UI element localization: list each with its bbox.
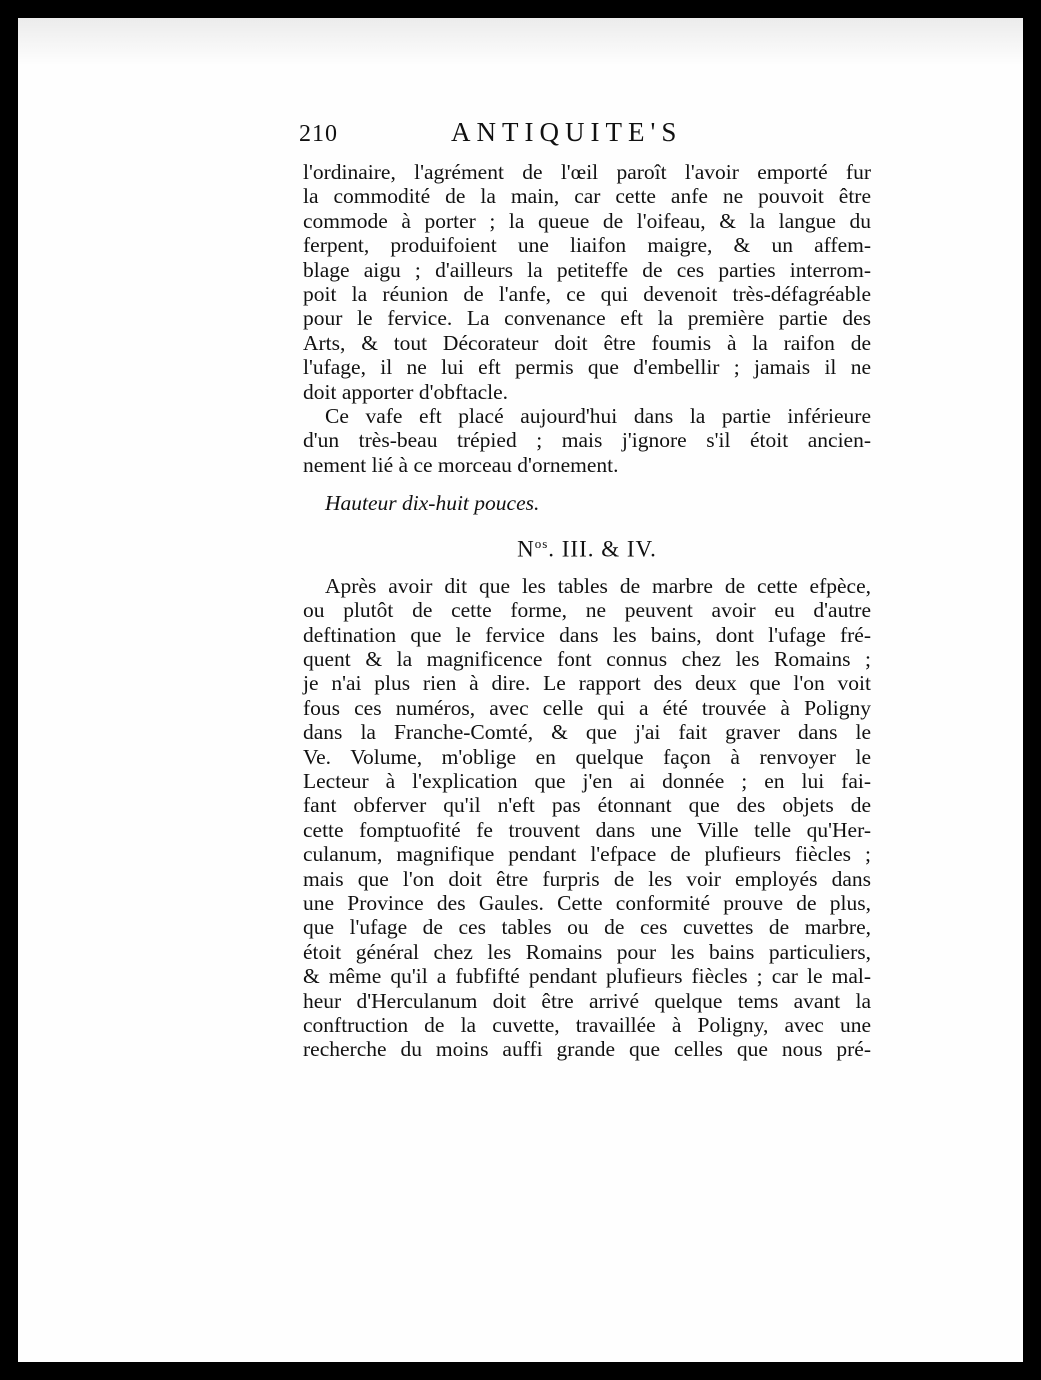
text-line: quent & la magnificence font connus chez les Romains ; bbox=[303, 646, 871, 671]
text-line: je n'ai plus rien à dire. Le rapport des deux que l'on voit bbox=[303, 671, 871, 696]
text-line: la commodité de la main, car cette anfe ne pouvoit être bbox=[303, 184, 871, 209]
paragraph-1 bbox=[303, 160, 871, 404]
text-line: & même qu'il a fubfifté pendant plufieurs fiècles ; car le mal- bbox=[303, 964, 871, 989]
text-line: d'un très-beau trépied ; mais j'ignore s'il étoit ancien- bbox=[303, 428, 871, 453]
heading-rest: . III. & IV. bbox=[548, 536, 657, 562]
text-line: culanum, magnifique pendant l'efpace de plufieurs fiècles ; bbox=[303, 842, 871, 867]
running-head bbox=[299, 117, 871, 160]
text-line: recherche du moins auffi grande que celles que nous pré- bbox=[303, 1037, 871, 1062]
dimensions-note: Hauteur dix-huit pouces. bbox=[325, 491, 540, 516]
book-page bbox=[18, 18, 1023, 1362]
text-line: dans la Franche-Comté, & que j'ai fait graver dans le bbox=[303, 720, 871, 745]
text-line: heur d'Herculanum doit être arrivé quelque tems avant la bbox=[303, 988, 871, 1013]
text-line: Lecteur à l'explication que j'en ai donnée ; en lui fai- bbox=[303, 769, 871, 793]
text-line: Ce vafe eft placé aujourd'hui dans la partie inférieure bbox=[325, 404, 871, 429]
text-line: conftruction de la cuvette, travaillée à Poligny, avec une bbox=[303, 1013, 871, 1038]
text-line: pour le fervice. La convenance eft la première partie des bbox=[303, 306, 871, 331]
text-line: ferpent, produifoient une liaifon maigre, & un affem- bbox=[303, 233, 871, 258]
text-line: que l'ufage de ces tables ou de ces cuvettes de marbre, bbox=[303, 915, 871, 940]
heading-superscript: os bbox=[534, 535, 549, 551]
text-line: Ve. Volume, m'oblige en quelque façon à renvoyer le bbox=[303, 744, 871, 769]
text-line: doit apporter d'obftacle. bbox=[303, 379, 509, 404]
text-line: fant obferver qu'il n'eft pas étonnant que des objets de bbox=[303, 793, 871, 818]
text-line: ou plutôt de cette forme, ne peuvent avoir eu d'autre bbox=[303, 598, 871, 623]
page-number: 210 bbox=[299, 121, 338, 147]
text-line: deftination que le fervice dans les bains, dont l'ufage fré- bbox=[303, 622, 871, 647]
text-line: une Province des Gaules. Cette conformité prouve de plus, bbox=[303, 891, 871, 916]
page-shadow bbox=[18, 18, 1023, 66]
text-line: poit la réunion de l'anfe, ce qui devenoit très-défagréable bbox=[303, 282, 871, 307]
running-title: ANTIQUITE'S bbox=[451, 117, 683, 147]
section-heading bbox=[303, 532, 871, 562]
paragraph-3 bbox=[303, 574, 871, 1062]
text-block bbox=[299, 117, 871, 1062]
text-line: blage aigu ; d'ailleurs la petiteffe de ces parties interrom- bbox=[303, 257, 871, 282]
text-line: cette fomptuofité fe trouvent dans une Ville telle qu'Her- bbox=[303, 817, 871, 842]
text-line: Arts, & tout Décorateur doit être foumis à la raifon de bbox=[303, 330, 871, 355]
text-line: mais que l'on doit être furpris de les voir employés dans bbox=[303, 866, 871, 891]
text-line: Après avoir dit que les tables de marbre de cette efpèce, bbox=[325, 573, 871, 598]
text-line: l'ordinaire, l'agrément de l'œil paroît l'avoir emporté fur bbox=[303, 160, 871, 184]
paragraph-2 bbox=[303, 404, 871, 477]
heading-prefix: N bbox=[517, 536, 535, 562]
text-line: l'ufage, il ne lui eft permis que d'embellir ; jamais il ne bbox=[303, 355, 871, 380]
text-line: étoit général chez les Romains pour les bains particuliers, bbox=[303, 939, 871, 964]
text-line: fous ces numéros, avec celle qui a été trouvée à Poligny bbox=[303, 695, 871, 720]
text-line: commode à porter ; la queue de l'oifeau, & la langue du bbox=[303, 208, 871, 233]
text-line: nement lié à ce morceau d'ornement. bbox=[303, 452, 619, 477]
